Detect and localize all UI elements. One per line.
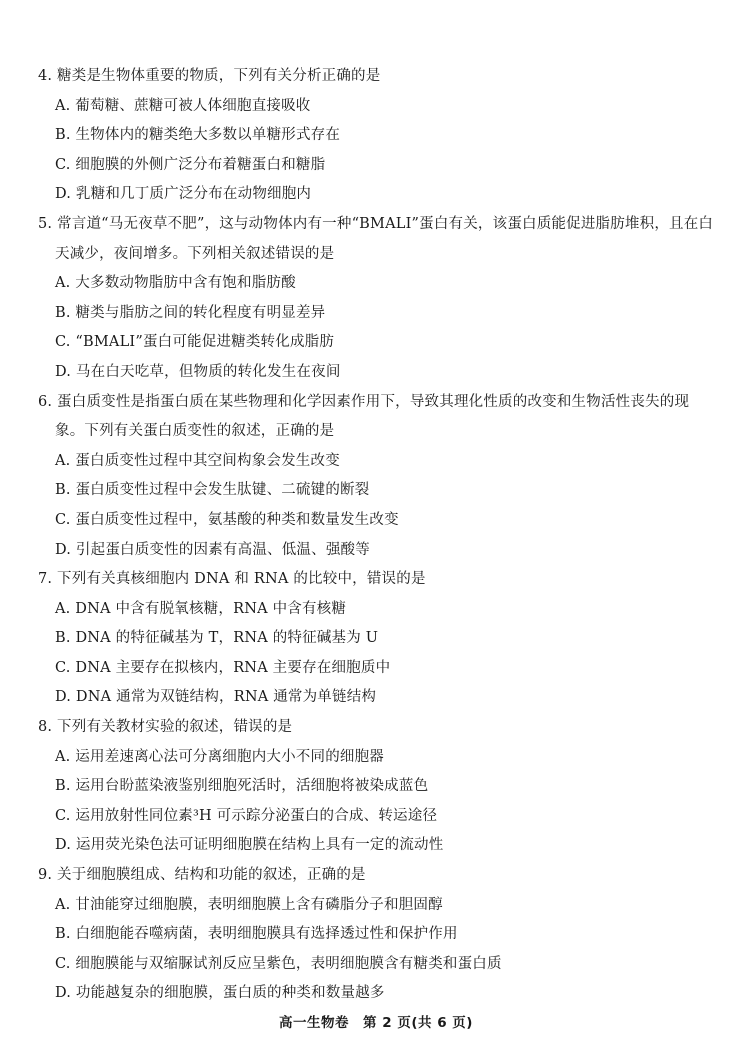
option-a: A. 葡萄糖、蔗糖可被人体细胞直接吸收: [55, 97, 311, 114]
option-b: B. 生物体内的糖类绝大多数以单糖形式存在: [55, 127, 341, 144]
option-c: C. 运用放射性同位素³H 可示踪分泌蛋白的合成、转运途径: [55, 807, 438, 824]
option-d: D. 功能越复杂的细胞膜，蛋白质的种类和数量越多: [55, 985, 385, 1002]
question-stem-continuation: 象。下列有关蛋白质变性的叙述，正确的是: [55, 423, 335, 440]
option-c: C. 蛋白质变性过程中，氨基酸的种类和数量发生改变: [55, 511, 399, 528]
option-a: A. DNA 中含有脱氧核糖，RNA 中含有核糖: [55, 600, 347, 617]
question-stem: 8. 下列有关教材实验的叙述，错误的是: [38, 719, 293, 736]
question-stem: 4. 糖类是生物体重要的物质，下列有关分析正确的是: [38, 68, 381, 84]
option-b: B. 运用台盼蓝染液鉴别细胞死活时，活细胞将被染成蓝色: [55, 778, 429, 795]
questions-area: [38, 62, 718, 1009]
option-d: D. 运用荧光染色法可证明细胞膜在结构上具有一定的流动性: [55, 837, 444, 854]
option-b: B. 白细胞能吞噬病菌，表明细胞膜具有选择透过性和保护作用: [55, 926, 458, 943]
option-c: C. “BMALI”蛋白可能促进糖类转化成脂肪: [55, 334, 335, 351]
question-4: [38, 62, 718, 210]
question-8: [38, 713, 718, 861]
option-d: D. 引起蛋白质变性的因素有高温、低温、强酸等: [55, 541, 370, 558]
question-stem: 6. 蛋白质变性是指蛋白质在某些物理和化学因素作用下，导致其理化性质的改变和生物活性丧失的现: [38, 393, 690, 410]
option-c: C. 细胞膜的外侧广泛分布着糖蛋白和糖脂: [55, 156, 326, 173]
option-a: A. 蛋白质变性过程中其空间构象会发生改变: [55, 452, 340, 469]
question-5: [38, 210, 718, 388]
option-a: A. 大多数动物脂肪中含有饱和脂肪酸: [55, 275, 296, 292]
option-b: B. 糖类与脂肪之间的转化程度有明显差异: [55, 304, 326, 321]
question-stem: 7. 下列有关真核细胞内 DNA 和 RNA 的比较中，错误的是: [38, 571, 426, 588]
question-stem: 5. 常言道“马无夜草不肥”，这与动物体内有一种“BMALI”蛋白有关，该蛋白质能促进脂肪堆积，且在白: [38, 215, 714, 232]
option-a: A. 甘油能穿过细胞膜，表明细胞膜上含有磷脂分子和胆固醇: [55, 896, 443, 913]
option-d: D. 乳糖和几丁质广泛分布在动物细胞内: [55, 186, 312, 203]
option-d: D. 马在白天吃草，但物质的转化发生在夜间: [55, 363, 341, 380]
option-d: D. DNA 通常为双链结构，RNA 通常为单链结构: [55, 689, 377, 706]
option-c: C. DNA 主要存在拟核内，RNA 主要存在细胞质中: [55, 659, 391, 676]
option-b: B. DNA 的特征碱基为 T，RNA 的特征碱基为 U: [55, 630, 379, 647]
option-c: C. 细胞膜能与双缩脲试剂反应呈紫色，表明细胞膜含有糖类和蛋白质: [55, 955, 502, 972]
question-9: [38, 861, 718, 1009]
question-6: [38, 388, 718, 566]
option-a: A. 运用差速离心法可分离细胞内大小不同的细胞器: [55, 748, 384, 765]
question-stem: 9. 关于细胞膜组成、结构和功能的叙述，正确的是: [38, 867, 366, 884]
question-stem-continuation: 天减少，夜间增多。下列相关叙述错误的是: [55, 245, 335, 262]
page-footer: 高一生物卷 第 2 页(共 6 页): [279, 1015, 473, 1031]
option-b: B. 蛋白质变性过程中会发生肽键、二硫键的断裂: [55, 482, 370, 499]
question-7: [38, 565, 718, 713]
